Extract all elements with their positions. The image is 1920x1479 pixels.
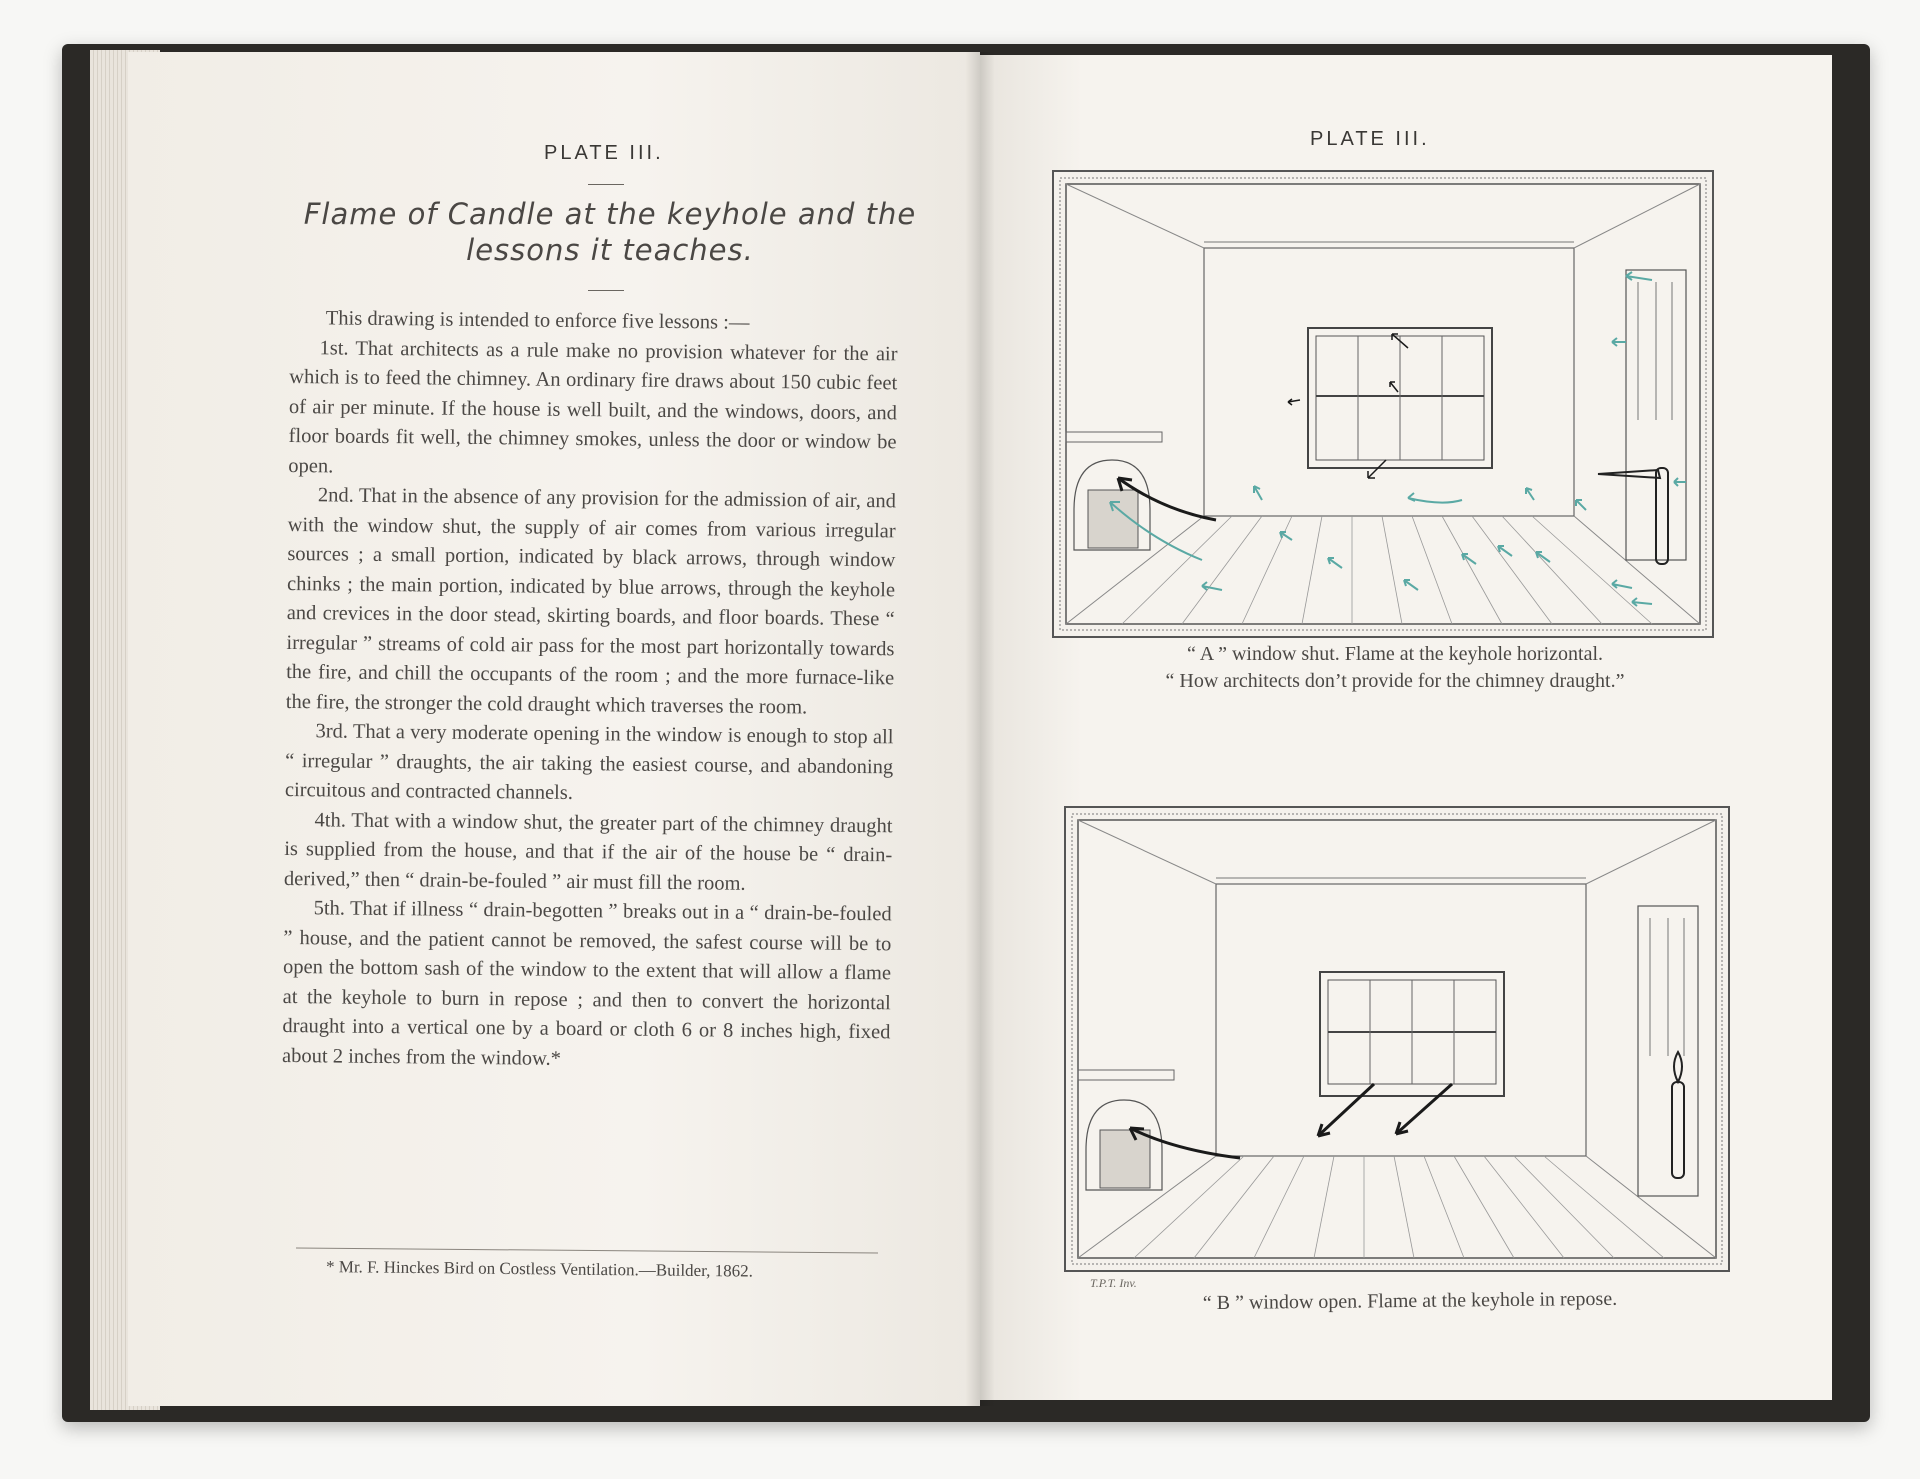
footnote: * Mr. F. Hinckes Bird on Costless Ventilation.—Builder, 1862. <box>325 1257 754 1281</box>
illustrator-credit: T.P.T. Inv. <box>1090 1276 1137 1290</box>
lesson-3: 3rd. That a very moderate opening in the window is enough to stop all “ irregular ” draughts, the air taking the easiest course, and abandoning circuitous and contracted channels. <box>284 720 894 804</box>
caption-a-line-2: “ How architects don’t provide for the chimney draught.” <box>1165 670 1625 692</box>
lesson-1: 1st. That architects as a rule make no provision whatever for the air which is to feed the chimney. An ordinary fire draws about 150 cubic feet of air per minute. If the house is well built, and the windows, doors, and floor boards fit well, the chimney smokes, unless the door or window be open. <box>288 336 898 477</box>
caption-a <box>1080 641 1710 695</box>
left-plate-label: PLATE III. <box>544 142 664 164</box>
lesson-5: 5th. That if illness “ drain-begotten ” breaks out in a “ drain-be-fouled ” house, and the patient cannot be removed, the safest course will be to open the bottom sash of the window to the extent that will allow a flame at the keyhole to burn in repose ; and then to convert the horizontal draught into a vertical one by a board or cloth 6 or 8 inches high, fixed about 2 inches from the window.* <box>282 897 892 1070</box>
right-plate-label: PLATE III. <box>1310 128 1430 150</box>
lessons-text <box>282 304 898 1077</box>
lesson-4: 4th. That with a window shut, the greater part of the chimney draught is supplied from the house, and that if the air of the house be “ drain-derived,” then “ drain-be-fouled ” air must fill the room. <box>283 808 893 895</box>
illustration-b <box>1064 806 1730 1272</box>
title-rule-bottom <box>588 290 624 291</box>
book-gutter <box>965 52 995 1406</box>
caption-b: “ B ” window open. Flame at the keyhole in repose. <box>1202 1287 1618 1315</box>
title-rule-top <box>588 184 624 185</box>
lesson-2: 2nd. That in the absence of any provision for the admission of air, and with the window shut, the supply of air comes from various irregular sources ; a small portion, indicated by black arrows, through window chinks ; the main portion, indicated by blue arrows, through the keyhole and crevices in the door stead, skirting boards, and floor boards. These “ irregular ” streams of cold air pass for the most part horizontally towards the fire, and chill the occupants of the room ; and the more furnace-like the fire, the stronger the cold draught which traverses the room. <box>285 484 897 718</box>
illustration-a <box>1052 170 1714 638</box>
page-title <box>290 196 930 268</box>
title-line-2: lessons it teaches. <box>466 233 754 267</box>
intro-paragraph: This drawing is intended to enforce five lessons :— <box>325 307 750 334</box>
title-line-1: Flame of Candle at the keyhole and the <box>303 197 917 231</box>
caption-a-line-1: “ A ” window shut. Flame at the keyhole horizontal. <box>1186 643 1604 665</box>
